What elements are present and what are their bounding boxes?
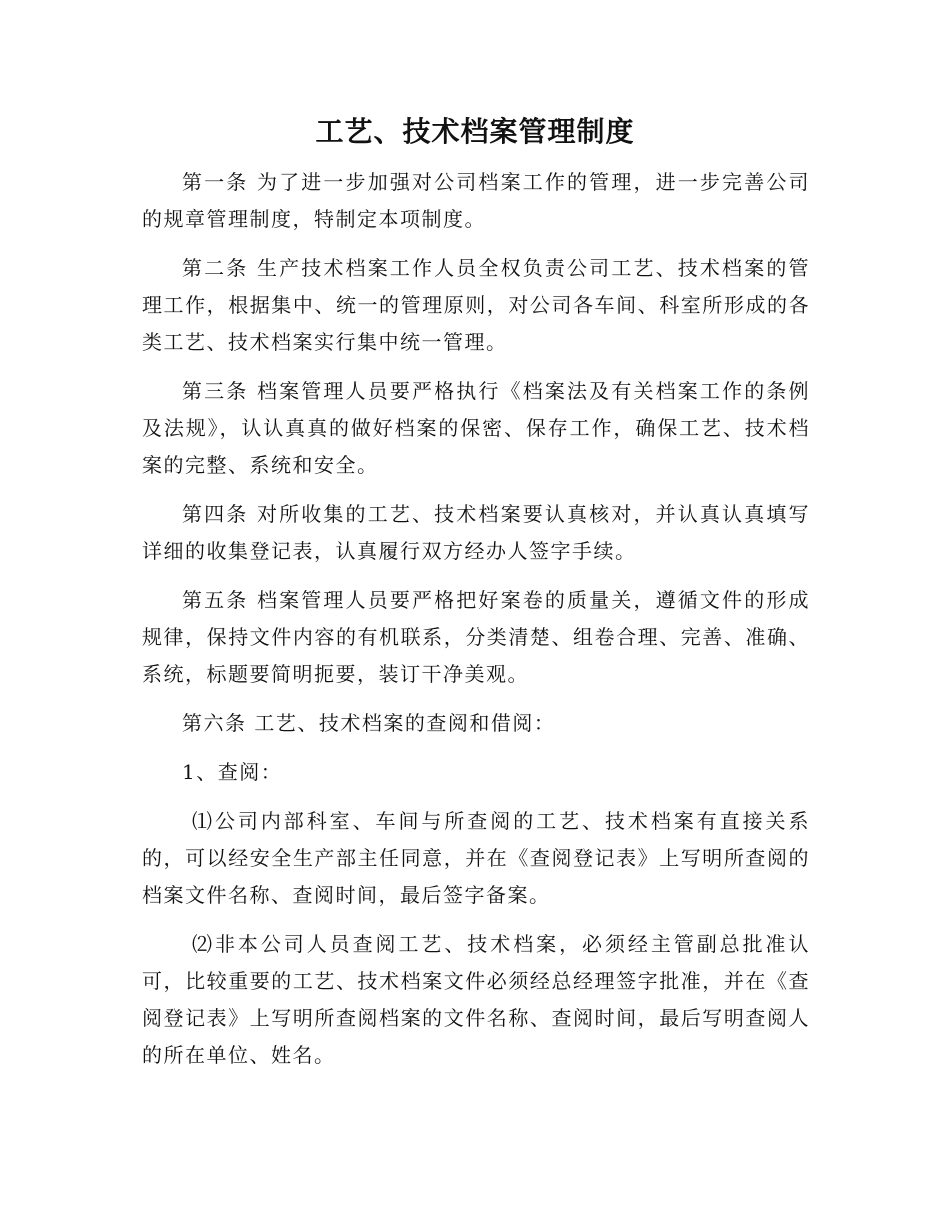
article-6-paragraph: 第六条 工艺、技术档案的查阅和借阅： — [182, 711, 556, 735]
document-title: 工艺、技术档案管理制度 — [315, 115, 635, 148]
clause-2-paragraph: ⑵非本公司人员查阅工艺、技术档案，必须经主管副总批准认可，比较重要的工艺、技术档案文件必须经总经理签字批准，并在《查阅登记表》上写明所查阅档案的文件名称、查阅时间，最后写明查阅人的所在单位、姓名。 — [142, 932, 810, 1067]
clause-1-paragraph: ⑴公司内部科室、车间与所查阅的工艺、技术档案有直接关系的，可以经安全生产部主任同意，并在《查阅登记表》上写明所查阅的档案文件名称、查阅时间，最后签字备案。 — [142, 809, 810, 907]
document-body — [142, 164, 810, 1086]
article-1-paragraph: 第一条 为了进一步加强对公司档案工作的管理，进一步完善公司的规章管理制度，特制定本项制度。 — [142, 170, 810, 231]
article-2-paragraph: 第二条 生产技术档案工作人员全权负责公司工艺、技术档案的管理工作，根据集中、统一的管理原则，对公司各车间、科室所形成的各类工艺、技术档案实行集中统一管理。 — [142, 256, 810, 354]
article-3-paragraph: 第三条 档案管理人员要严格执行《档案法及有关档案工作的条例及法规》，认认真真的做好档案的保密、保存工作，确保工艺、技术档案的完整、系统和安全。 — [142, 379, 810, 477]
section-1-heading: 1、查阅： — [182, 760, 283, 784]
article-5-paragraph: 第五条 档案管理人员要严格把好案卷的质量关，遵循文件的形成规律，保持文件内容的有机联系，分类清楚、组卷合理、完善、准确、系统，标题要简明扼要，装订干净美观。 — [142, 588, 810, 686]
article-4-paragraph: 第四条 对所收集的工艺、技术档案要认真核对，并认真认真填写详细的收集登记表，认真履行双方经办人签字手续。 — [142, 502, 810, 563]
